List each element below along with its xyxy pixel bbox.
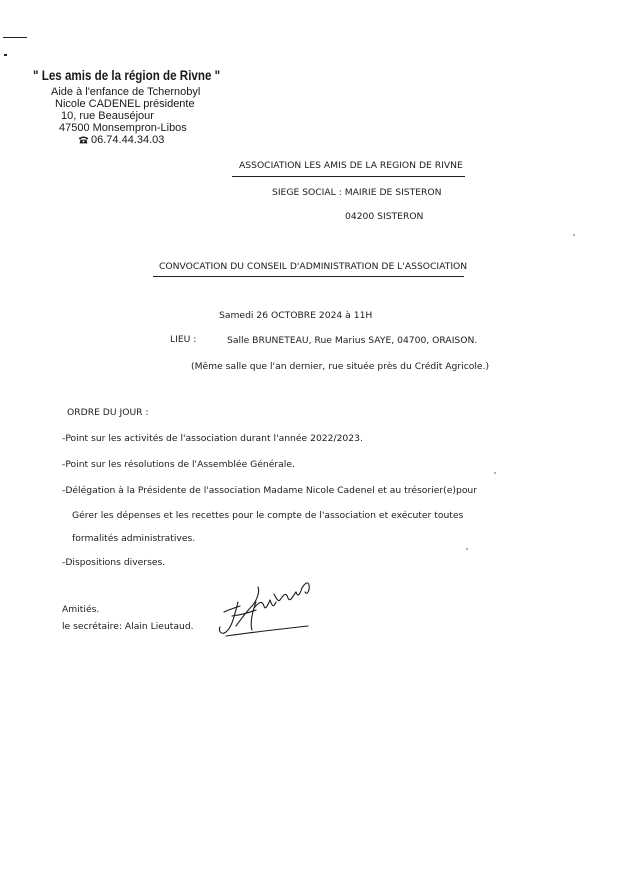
- phone-number: 06.74.44.34.03: [91, 134, 165, 146]
- place-note: (Même salle que l'an dernier, rue située près du Crédit Agricole.): [191, 361, 490, 372]
- phone-icon: [78, 135, 89, 144]
- scan-speck: [466, 548, 468, 550]
- handwritten-signature: [212, 572, 322, 642]
- agenda-item: -Délégation à la Présidente de l'association Madame Nicole Cadenel et au trésorier(e)pour: [62, 485, 478, 496]
- letterhead-line: 10, rue Beauséjour: [61, 110, 154, 122]
- recipient-underline: [232, 176, 465, 177]
- meeting-date: Samedi 26 OCTOBRE 2024 à 11H: [219, 310, 373, 321]
- scan-speck: [494, 472, 496, 474]
- agenda-item-continued: Gérer les dépenses et les recettes pour le compte de l'association et exécuter toutes: [72, 510, 464, 521]
- scan-speck: [573, 234, 575, 236]
- agenda-heading: ORDRE DU JOUR :: [67, 407, 149, 418]
- letterhead-line: Nicole CADENEL présidente: [55, 98, 195, 110]
- letterhead-phone: [78, 135, 164, 146]
- scan-mark: [3, 37, 27, 38]
- closing-greeting: Amitiés.: [62, 604, 100, 615]
- recipient-line: SIEGE SOCIAL : MAIRIE DE SISTERON: [272, 187, 442, 198]
- agenda-item: -Point sur les activités de l'association durant l'année 2022/2023.: [62, 433, 363, 444]
- agenda-item-continued: formalités administratives.: [72, 533, 196, 544]
- signatory: le secrétaire: Alain Lieutaud.: [62, 621, 194, 632]
- letterhead-line: 47500 Monsempron-Libos: [59, 122, 187, 134]
- letterhead-line: Aide à l'enfance de Tchernobyl: [51, 86, 201, 98]
- agenda-item: -Point sur les résolutions de l'Assemblée Générale.: [62, 459, 295, 470]
- scan-mark: [4, 54, 7, 56]
- subject-line: CONVOCATION DU CONSEIL D'ADMINISTRATION DE L'ASSOCIATION: [159, 261, 468, 272]
- place-address: Salle BRUNETEAU, Rue Marius SAYE, 04700, ORAISON.: [227, 335, 478, 346]
- subject-underline: [153, 276, 464, 277]
- place-label: LIEU :: [170, 334, 197, 345]
- association-name: " Les amis de la région de Rivne ": [33, 68, 221, 83]
- agenda-item: -Dispositions diverses.: [62, 557, 166, 568]
- recipient-line: 04200 SISTERON: [345, 211, 424, 222]
- recipient-line: ASSOCIATION LES AMIS DE LA REGION DE RIVNE: [239, 160, 463, 171]
